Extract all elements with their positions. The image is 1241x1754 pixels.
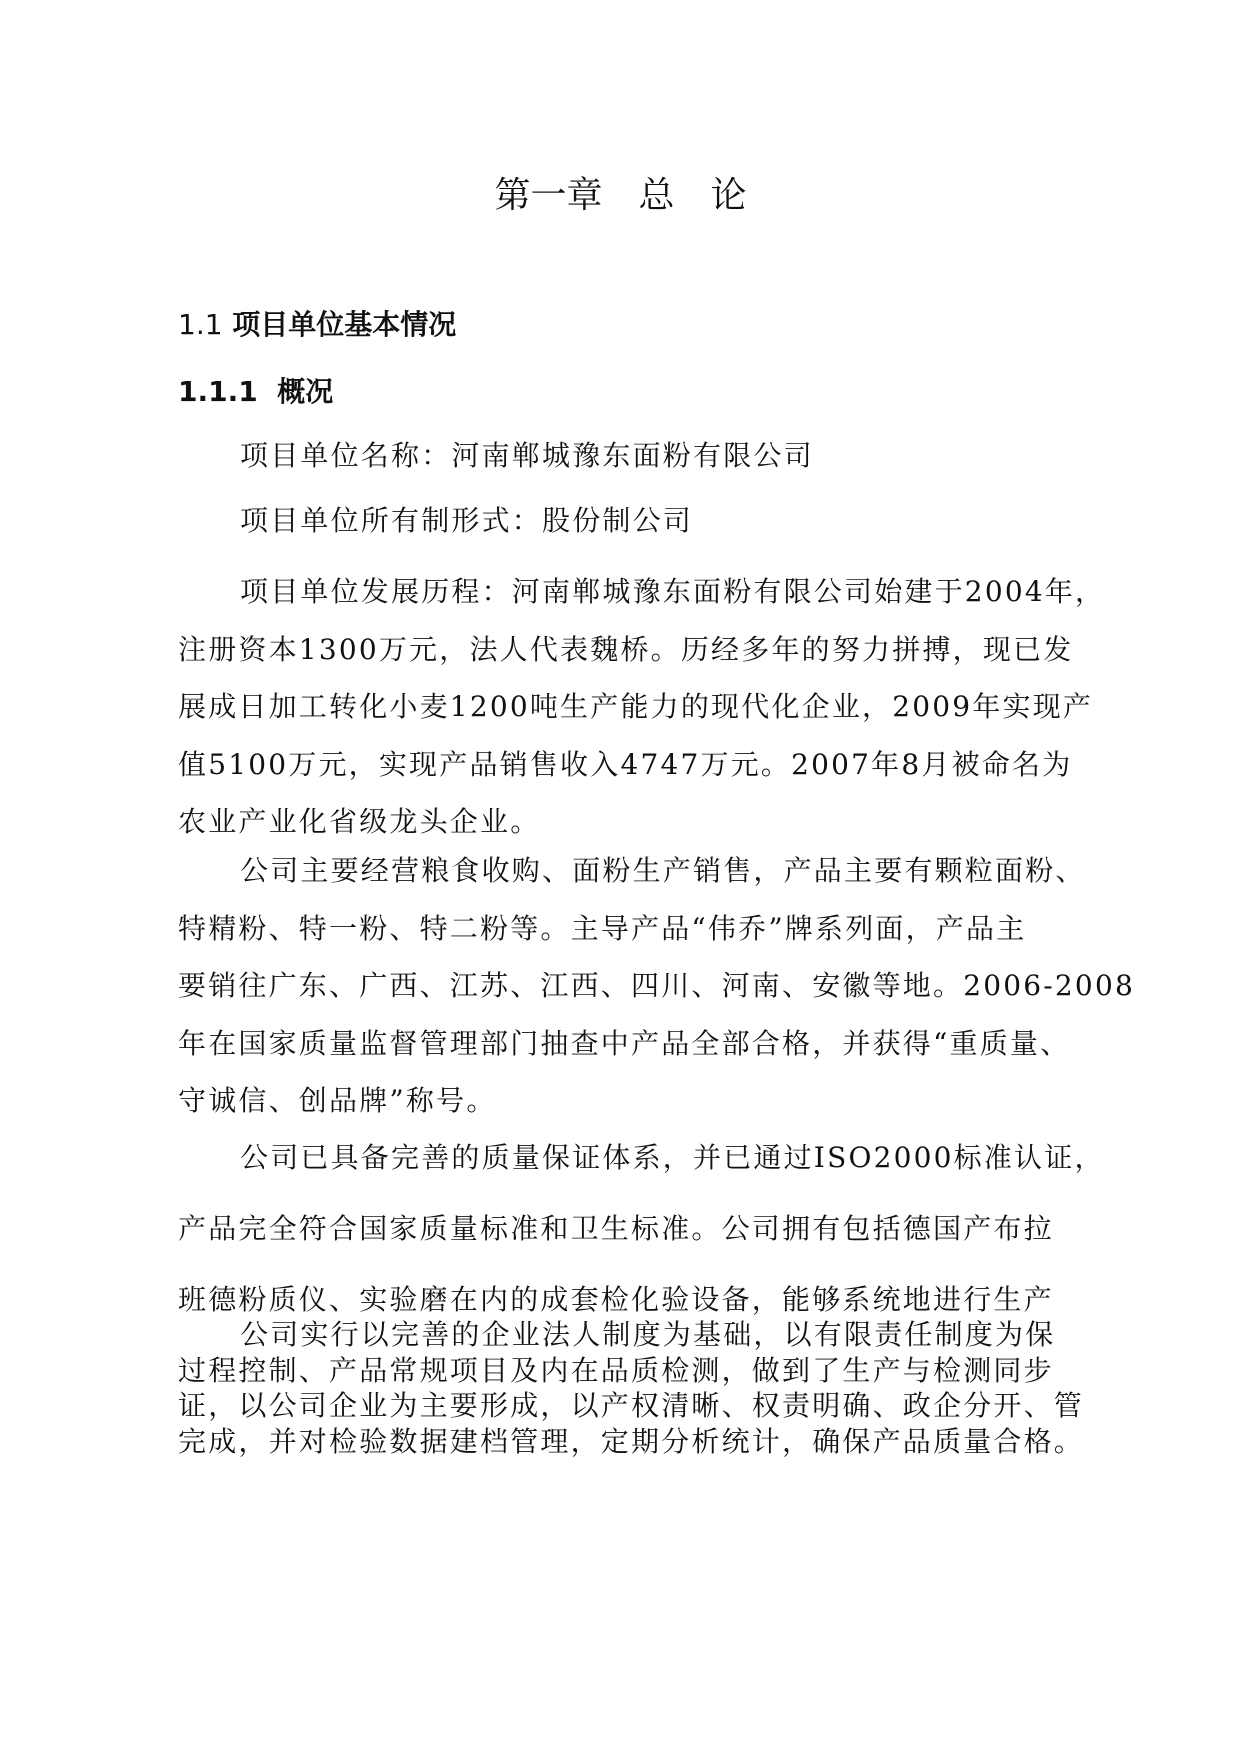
section-number: 1.1 (178, 308, 223, 341)
ownership-paragraph (178, 499, 1078, 543)
subsection-title: 概况 (277, 375, 334, 408)
quality-line: 过程控制、产品常规项目及内在品质检测，做到了生产与检测同步 (178, 1354, 1054, 1387)
history-line: 农业产业化省级龙头企业。 (178, 805, 541, 838)
chapter-title: 第一章 总 论 (494, 175, 747, 216)
business-line: 守诚信、创品牌”称号。 (178, 1084, 497, 1117)
system-line: 证，以公司企业为主要形成，以产权清晰、权责明确、政企分开、管 (178, 1389, 1085, 1422)
quality-line: 产品完全符合国家质量标准和卫生标准。公司拥有包括德国产布拉 (178, 1212, 1054, 1245)
quality-line: 公司已具备完善的质量保证体系，并已通过ISO2000标准认证， (240, 1141, 1105, 1174)
business-line: 年在国家质量监督管理部门抽查中产品全部合格，并获得“重质量、 (178, 1026, 1071, 1060)
section-heading (178, 303, 456, 347)
subsection-number: 1.1.1 (178, 375, 258, 408)
history-line: 值5100万元，实现产品销售收入4747万元。2007年8月被命名为 (178, 747, 1073, 781)
history-line: 项目单位发展历程：河南郸城豫东面粉有限公司始建于2004年， (240, 575, 1106, 608)
history-line: 展成日加工转化小麦1200吨生产能力的现代化企业，2009年实现产 (178, 690, 1094, 723)
ownership-text: 项目单位所有制形式：股份制公司 (240, 504, 694, 537)
history-paragraph (178, 563, 1106, 851)
unit-name-paragraph (178, 434, 1078, 478)
business-line: 特精粉、特一粉、特二粉等。主导产品“伟乔”牌系列面，产品主 (178, 911, 1027, 945)
business-line: 要销往广东、广西、江苏、江西、四川、河南、安徽等地。2006-2008 (178, 969, 1135, 1002)
quality-line: 班德粉质仪、实验磨在内的成套检化验设备，能够系统地进行生产 (178, 1283, 1054, 1316)
system-line: 公司实行以完善的企业法人制度为基础，以有限责任制度为保 (240, 1318, 1056, 1351)
business-paragraph (178, 842, 1135, 1130)
section-title: 项目单位基本情况 (232, 308, 457, 341)
history-line: 注册资本1300万元，法人代表魏桥。历经多年的努力拼搏，现已发 (178, 632, 1074, 666)
business-line: 公司主要经营粮食收购、面粉生产销售，产品主要有颗粒面粉、 (240, 854, 1086, 887)
unit-name-text: 项目单位名称：河南郸城豫东面粉有限公司 (240, 439, 814, 472)
subsection-heading (178, 370, 333, 414)
system-paragraph (178, 1299, 1085, 1441)
quality-line: 完成，并对检验数据建档管理，定期分析统计，确保产品质量合格。 (178, 1425, 1085, 1458)
